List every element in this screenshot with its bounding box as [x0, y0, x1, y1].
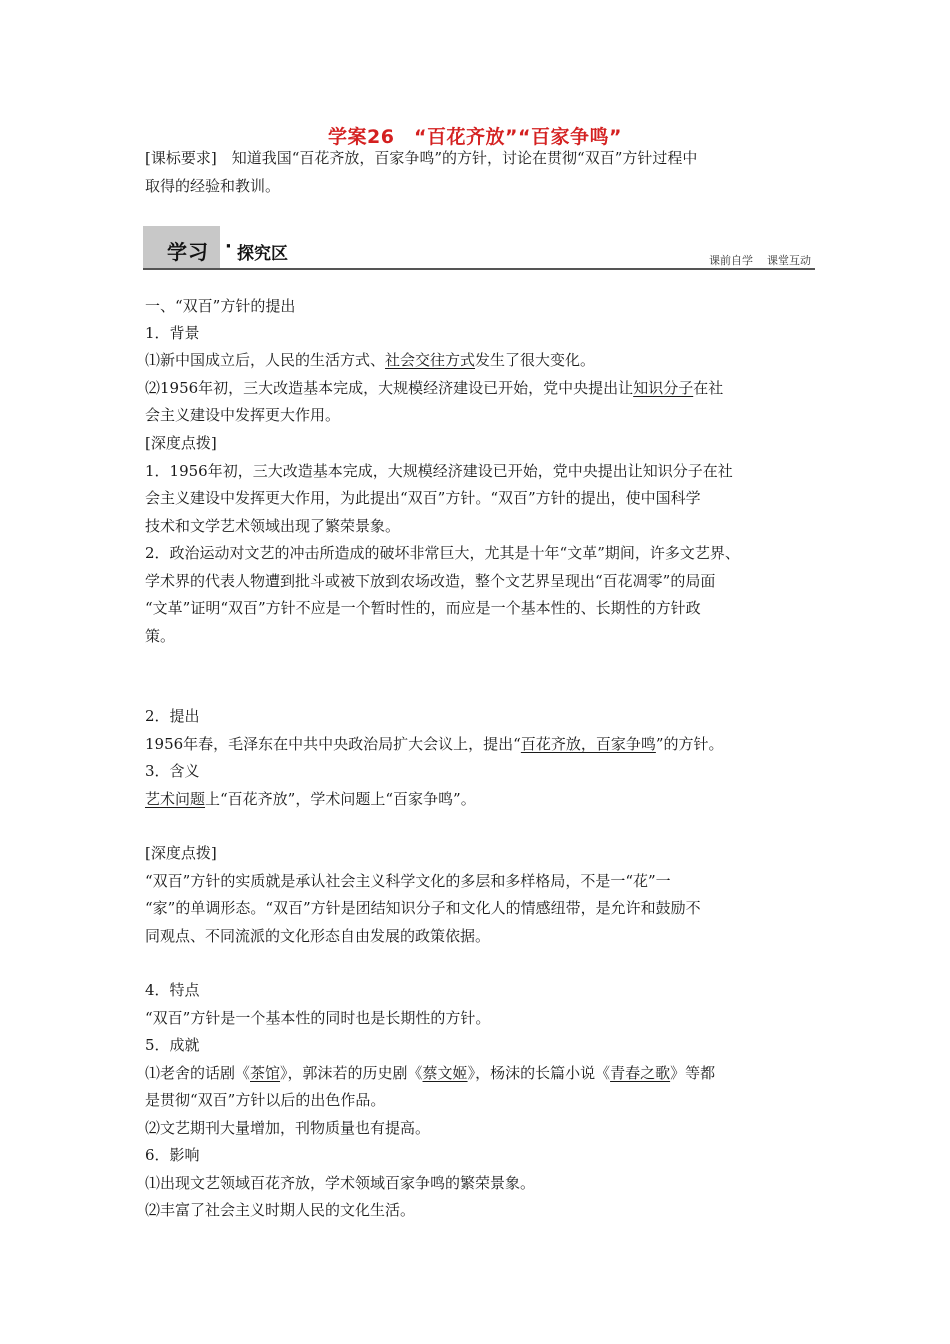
section-heading: 一、“双百”方针的提出 — [145, 297, 296, 315]
blank-answer: 知识分子 — [633, 379, 694, 397]
deep-tip-line: 策。 — [145, 627, 176, 645]
blank-answer: 茶馆 — [250, 1064, 281, 1082]
deep-tip-line: “文革”证明“双百”方针不应是一个暂时性的，而应是一个基本性的、长期性的方针政 — [145, 599, 701, 617]
meaning-text: 艺术问题上“百花齐放”，学术问题上“百家争鸣”。 — [145, 790, 476, 808]
blank-answer: 社会交往方式 — [385, 351, 476, 369]
deep-tip-line: 技术和文学艺术领域出现了繁荣景象。 — [145, 517, 401, 535]
background-item-2-cont: 会主义建设中发挥更大作用。 — [145, 406, 341, 424]
achievements-item-1: ⑴老舍的话剧《茶馆》，郭沫若的历史剧《蔡文姬》，杨沫的长篇小说《青春之歌》等都 — [145, 1064, 716, 1082]
achievements-item-2: ⑵文艺期刊大量增加，刊物质量也有提高。 — [145, 1119, 431, 1137]
subheading-achievements: 5．成就 — [145, 1036, 200, 1054]
subheading-meaning: 3．含义 — [145, 762, 200, 780]
deep-tip-line: “家”的单调形态。“双百”方针是团结知识分子和文化人的情感纽带，是允许和鼓励不 — [145, 899, 701, 917]
deep-tip-line: 2．政治运动对文艺的冲击所造成的破坏非常巨大，尤其是十年“文革”期间，许多文艺界、 — [145, 544, 740, 562]
proposal-text: 1956年春，毛泽东在中共中央政治局扩大会议上，提出“百花齐放，百家争鸣”的方针。 — [145, 735, 724, 753]
subheading-features: 4．特点 — [145, 981, 200, 999]
subheading-influence: 6．影响 — [145, 1146, 200, 1164]
page-title: 学案26 “百花齐放”“百家争鸣” — [328, 126, 622, 148]
banner-title: 学习 — [167, 240, 209, 264]
section-banner — [143, 226, 815, 270]
banner-tag-classroom: 课堂互动 — [767, 254, 811, 267]
blank-answer: 蔡文姬 — [422, 1064, 468, 1082]
deep-tip-line: 1．1956年初，三大改造基本完成，大规模经济建设已开始，党中央提出让知识分子在社 — [145, 462, 733, 480]
curriculum-requirement-line-1: [课标要求] 知道我国“百花齐放，百家争鸣”的方针，讨论在贯彻“双百”方针过程中 — [145, 149, 698, 167]
background-item-2: ⑵1956年初，三大改造基本完成，大规模经济建设已开始，党中央提出让知识分子在社 — [145, 379, 724, 397]
deep-tip-line: “双百”方针的实质就是承认社会主义科学文化的多层和多样格局，不是一“花”一 — [145, 872, 671, 890]
influence-item-2: ⑵丰富了社会主义时期人民的文化生活。 — [145, 1201, 416, 1219]
banner-rule — [143, 268, 815, 270]
deep-tip-label: [深度点拨] — [145, 844, 217, 862]
blank-answer: 艺术问题 — [145, 790, 206, 808]
deep-tip-line: 会主义建设中发挥更大作用，为此提出“双百”方针。“双百”方针的提出，使中国科学 — [145, 489, 701, 507]
deep-tip-line: 学术界的代表人物遭到批斗或被下放到农场改造，整个文艺界呈现出“百花凋零”的局面 — [145, 572, 716, 590]
banner-subtitle: 探究区 — [237, 244, 288, 264]
influence-item-1: ⑴出现文艺领域百花齐放，学术领域百家争鸣的繁荣景象。 — [145, 1174, 536, 1192]
banner-tag-self-study: 课前自学 — [709, 254, 753, 267]
deep-tip-label: [深度点拨] — [145, 434, 217, 452]
blank-answer: 百花齐放，百家争鸣 — [520, 735, 656, 753]
achievements-item-1-cont: 是贯彻“双百”方针以后的出色作品。 — [145, 1091, 386, 1109]
curriculum-requirement-line-2: 取得的经验和教训。 — [145, 177, 281, 195]
banner-dot: · — [225, 236, 232, 257]
subheading-background: 1．背景 — [145, 324, 200, 342]
background-item-1: ⑴新中国成立后，人民的生活方式、社会交往方式发生了很大变化。 — [145, 351, 596, 369]
blank-answer: 青春之歌 — [610, 1064, 671, 1082]
features-text: “双百”方针是一个基本性的同时也是长期性的方针。 — [145, 1009, 491, 1027]
banner-tags — [695, 252, 811, 268]
deep-tip-line: 同观点、不同流派的文化形态自由发展的政策依据。 — [145, 927, 491, 945]
subheading-proposal: 2．提出 — [145, 707, 200, 725]
